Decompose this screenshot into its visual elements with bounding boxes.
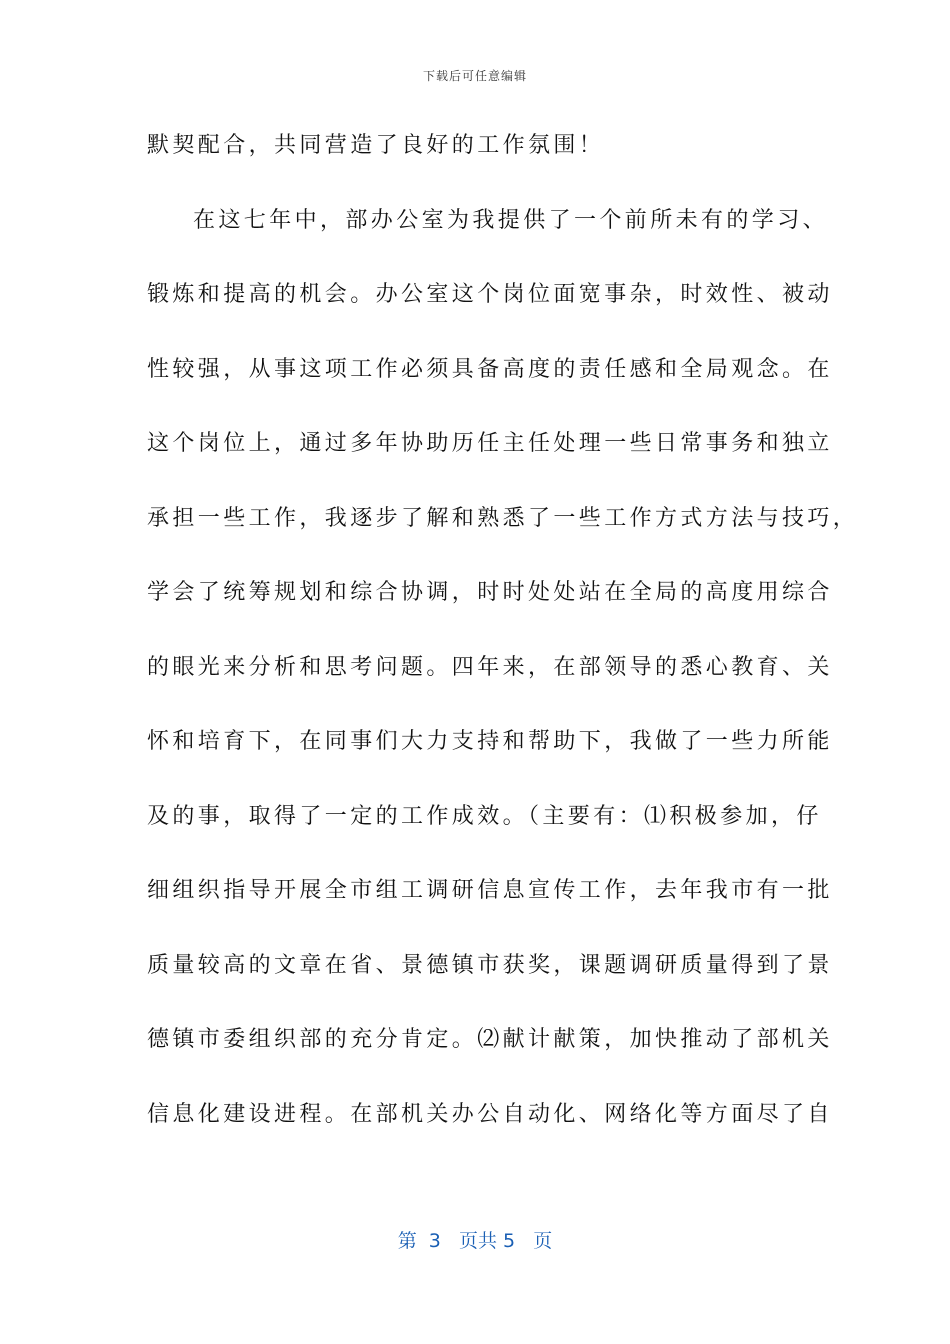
text-line: 在这七年中，部办公室为我提供了一个前所未有的学习、 — [193, 207, 829, 233]
body-text — [147, 128, 859, 1171]
text-line: 学会了统筹规划和综合协调，时时处处站在全局的高度用综合 — [147, 580, 833, 605]
text-line: 信息化建设进程。在部机关办公自动化、网络化等方面尽了自 — [147, 1101, 833, 1127]
text-line: 锻炼和提高的机会。办公室这个岗位面宽事杂，时效性、被动 — [147, 282, 833, 307]
page-number-footer: 第 3 页共 5 页 — [397, 1230, 553, 1252]
text-line: 怀和培育下，在同事们大力支持和帮助下，我做了一些力所能 — [147, 729, 833, 754]
text-line: 性较强，从事这项工作必须具备高度的责任感和全局观念。在 — [147, 356, 833, 382]
text-line: 德镇市委组织部的充分肯定。⑵献计献策，加快推动了部机关 — [147, 1027, 833, 1052]
text-line: 及的事，取得了一定的工作成效。（主要有：⑴积极参加，仔 — [147, 803, 822, 829]
text-line: 承担一些工作，我逐步了解和熟悉了一些工作方式方法与技巧， — [147, 505, 859, 531]
text-line: 这个岗位上，通过多年协助历任主任处理一些日常事务和独立 — [147, 431, 833, 456]
text-line: 细组织指导开展全市组工调研信息宣传工作，去年我市有一批 — [147, 878, 833, 903]
text-line: 默契配合，共同营造了良好的工作氛围！ — [147, 133, 605, 158]
page-header: 下载后可任意编辑 — [422, 69, 527, 83]
text-line: 的眼光来分析和思考问题。四年来，在部领导的悉心教育、关 — [147, 654, 833, 680]
text-line: 质量较高的文章在省、景德镇市获奖，课题调研质量得到了景 — [147, 952, 833, 978]
